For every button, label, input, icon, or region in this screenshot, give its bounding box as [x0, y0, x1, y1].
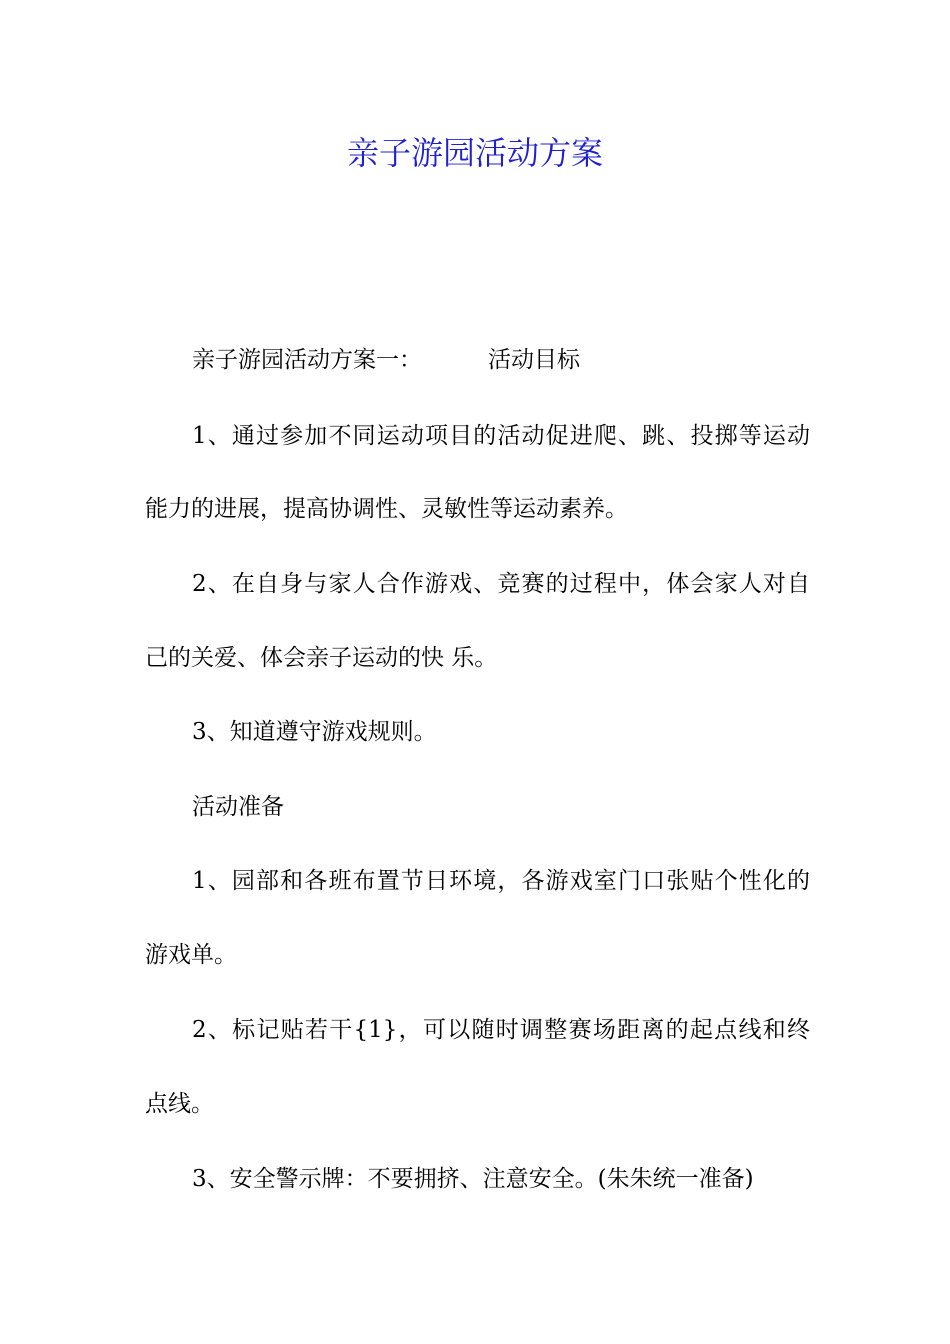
prep-heading: 活动准备	[192, 794, 284, 820]
goals-label: 活动目标	[488, 347, 580, 373]
document-title: 亲子游园活动方案	[346, 134, 603, 172]
goal-3: 3、知道遵守游戏规则。	[192, 719, 437, 745]
goal-1-line-1: 1、通过参加不同运动项目的活动促进爬、跳、投掷等运动	[192, 423, 810, 449]
goal-2-line-2: 己的关爱、体会亲子运动的快 乐。	[145, 645, 498, 671]
prep-3: 3、安全警示牌：不要拥挤、注意安全。(朱朱统一准备)	[192, 1166, 754, 1192]
goal-2-line-1: 2、在自身与家人合作游戏、竞赛的过程中，体会家人对自	[192, 571, 810, 597]
prep-2-line-2: 点线。	[145, 1091, 214, 1117]
section-heading	[192, 343, 810, 377]
prep-1-line-1: 1、园部和各班布置节日环境，各游戏室门口张贴个性化的	[192, 868, 810, 894]
plan-label: 亲子游园活动方案一：	[192, 347, 422, 373]
goal-1-line-2: 能力的进展，提高协调性、灵敏性等运动素养。	[145, 496, 628, 522]
prep-2-line-1: 2、标记贴若干{1}，可以随时调整赛场距离的起点线和终	[192, 1017, 810, 1043]
prep-1-line-2: 游戏单。	[145, 942, 237, 968]
